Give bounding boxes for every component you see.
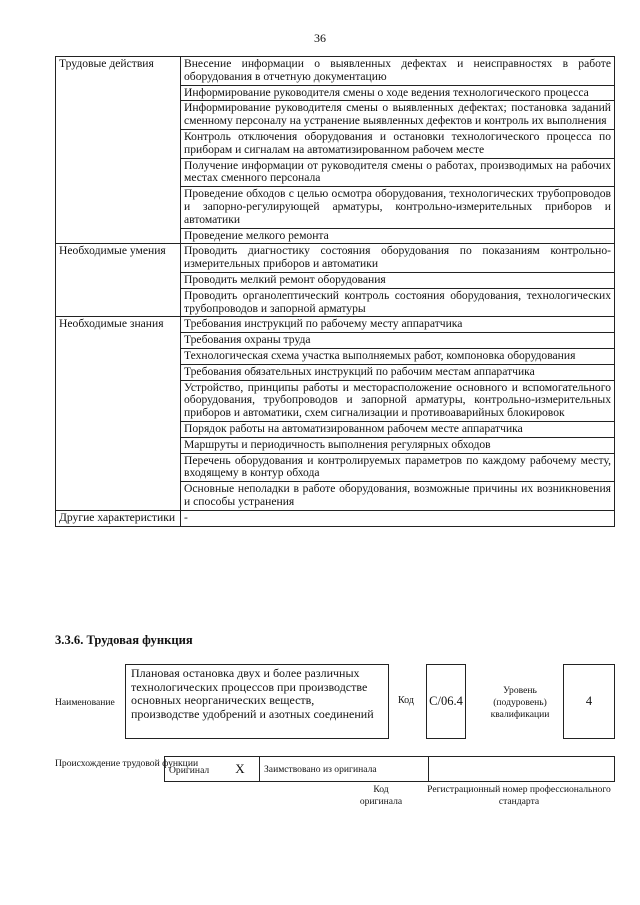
knowledge-item: Требования инструкций по рабочему месту аппаратчика: [181, 317, 615, 333]
knowledge-item: Порядок работы на автоматизированном рабочем месте аппаратчика: [181, 421, 615, 437]
borrowed-cell: [260, 757, 429, 782]
knowledge-item: Основные неполадки в работе оборудования, возможные причины их возникновения и способы устранения: [181, 482, 615, 511]
knowledge-item: Требования обязательных инструкций по рабочим местам аппаратчика: [181, 364, 615, 380]
function-name-label: Наименование: [55, 697, 115, 708]
borrowed-label: Заимствовано из оригинала: [264, 763, 377, 775]
function-name-value: Плановая остановка двух и более различных технологических процессов при производстве основных неорганических веществ, производстве удобрений и азотных соединений: [125, 664, 389, 739]
origin-code-caption: Код оригинала: [359, 784, 403, 807]
labor-action-item: Контроль отключения оборудования и остановки технологического процесса по приборам и сигналам на автоматизированном рабочем месте: [181, 129, 615, 158]
code-value: C/06.4: [426, 664, 466, 739]
labor-action-item: Получение информации от руководителя смены о работах, производимых на рабочих местах сменного персонала: [181, 158, 615, 187]
labor-action-item: Информирование руководителя смены о ходе ведения технологического процесса: [181, 85, 615, 101]
labor-action-item: Проведение мелкого ремонта: [181, 228, 615, 244]
skill-item: Проводить мелкий ремонт оборудования: [181, 272, 615, 288]
table-row: [56, 510, 615, 526]
original-mark: X: [235, 760, 245, 776]
origin-table: [164, 756, 615, 782]
row-label-required-knowledge: Необходимые знания: [56, 317, 181, 510]
row-label-other-characteristics: Другие характеристики: [56, 510, 181, 526]
labor-action-item: Проведение обходов с целью осмотра оборудования, технологических трубопроводов и запорно-регулирующей арматуры, контрольно-измерительных приборов и автоматики: [181, 187, 615, 228]
table-row: [56, 244, 615, 273]
code-label: Код: [398, 695, 414, 706]
qualification-level-value: 4: [563, 664, 615, 739]
knowledge-item: Требования охраны труда: [181, 333, 615, 349]
origin-label: Происхождение трудовой функции: [55, 758, 199, 769]
original-label: Оригинал: [169, 764, 210, 776]
knowledge-item: Устройство, принципы работы и месторасположение основного и вспомогательного оборудования, трубопроводов и запорной арматуры, контрольно-измерительных приборов и автоматики, схем сигнализации и противоаварийных блокировок: [181, 380, 615, 421]
skill-item: Проводить диагностику состояния оборудования по показаниям контрольно-измерительных приборов и автоматики: [181, 244, 615, 273]
qualification-level-label: Уровень (подуровень) квалификации: [490, 685, 550, 720]
original-cell: [165, 757, 260, 782]
reg-number-caption: Регистрационный номер профессионального стандарта: [427, 784, 611, 807]
labor-action-item: Информирование руководителя смены о выявленных дефектах; постановка заданий сменному персоналу на устранение выявленных дефектов и контроль их выполнения: [181, 101, 615, 130]
other-characteristics-value: -: [181, 510, 615, 526]
skill-item: Проводить органолептический контроль состояния оборудования, технологических трубопроводов и запорной арматуры: [181, 288, 615, 317]
table-row: [56, 317, 615, 333]
knowledge-item: Маршруты и периодичность выполнения регулярных обходов: [181, 437, 615, 453]
row-label-labor-actions: Трудовые действия: [56, 57, 181, 244]
section-heading: 3.3.6. Трудовая функция: [55, 633, 193, 647]
origin-code-cell: [429, 757, 615, 782]
requirements-table: [55, 56, 615, 527]
row-label-required-skills: Необходимые умения: [56, 244, 181, 317]
knowledge-item: Перечень оборудования и контролируемых параметров по каждому рабочему месту, входящему в контур обхода: [181, 453, 615, 482]
knowledge-item: Технологическая схема участка выполняемых работ, компоновка оборудования: [181, 348, 615, 364]
page-number: 36: [314, 31, 326, 45]
table-row: [165, 757, 615, 782]
table-row: [56, 57, 615, 86]
labor-action-item: Внесение информации о выявленных дефектах и неисправностях в работе оборудования в отчетную документацию: [181, 57, 615, 86]
